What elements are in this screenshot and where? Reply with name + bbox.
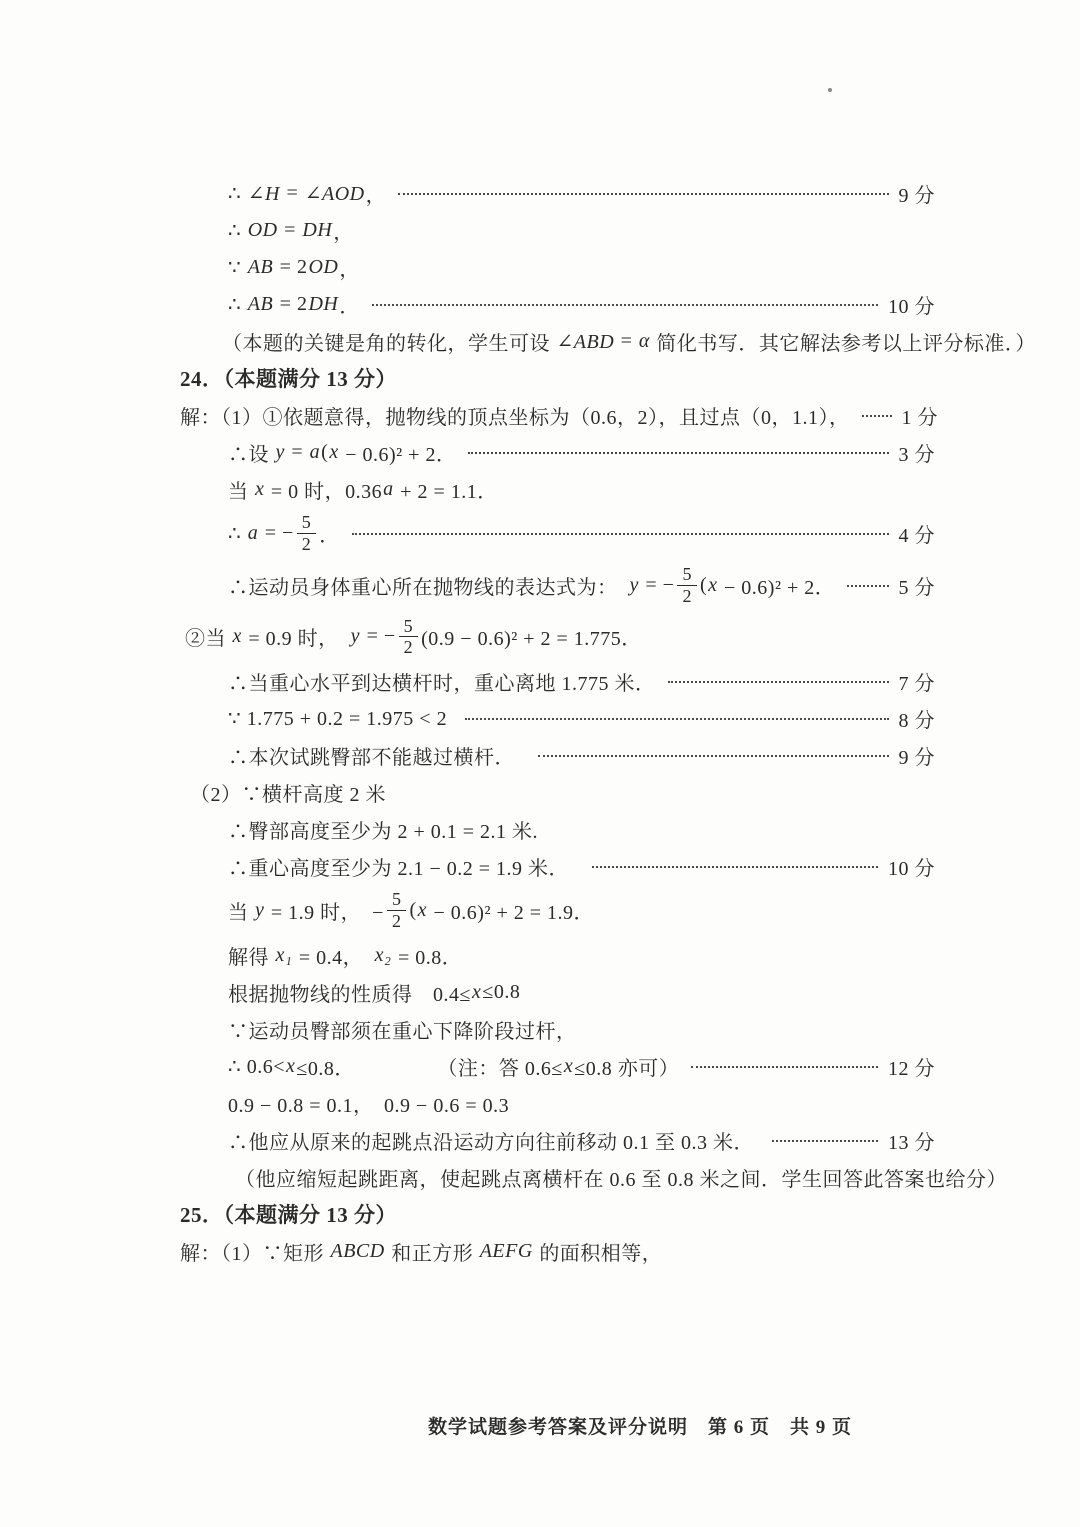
- line-text: 解得 x₁ = 0.4， x₂ = 0.8．: [228, 943, 463, 969]
- dotted-leader: [847, 585, 888, 587]
- line-text: ∴本次试跳臀部不能越过横杆．: [228, 746, 526, 769]
- document-line: [0, 437, 935, 467]
- dotted-leader: [468, 452, 888, 454]
- document-line: [0, 1051, 935, 1081]
- score-label: 10 分: [888, 857, 935, 880]
- line-text: （他应缩短起跳距离，使起跳点离横杆在 0.6 至 0.8 米之间．学生回答此答案也给分）: [235, 1168, 1007, 1191]
- document-line: [0, 1088, 935, 1118]
- line-text: （本题的关键是角的转化，学生可设 ∠ABD = α 简化书写．其它解法参考以上评分标准．）: [222, 329, 1036, 355]
- score-label: 7 分: [898, 672, 935, 695]
- document-line: [0, 888, 935, 933]
- line-text: 当 y = 1.9 时， − $\frac{5}{2}$ ( x − 0.6)² + 2 = 1.9．: [228, 889, 595, 932]
- score-label: 3 分: [898, 443, 935, 466]
- line-text: ∴臀部高度至少为 2 + 0.1 = 2.1 米.: [228, 820, 539, 843]
- document-line: [0, 703, 935, 733]
- dotted-leader: [465, 718, 889, 720]
- line-text: ∴ a = − $\frac{5}{2}$ ．: [228, 512, 340, 554]
- line-text: ∵ 1.775 + 0.2 = 1.975 < 2: [228, 707, 453, 730]
- scan-speck: [828, 88, 832, 92]
- line-text: ∴运动员身体重心所在抛物线的表达式为： y = − $\frac{5}{2}$ ( x − 0.6)² + 2．: [228, 563, 836, 606]
- document-line: [0, 326, 1036, 356]
- document-line: [0, 977, 935, 1007]
- document-line: [0, 740, 935, 770]
- document-line: [0, 1014, 935, 1044]
- score-label: 12 分: [888, 1057, 935, 1080]
- document-line: [0, 851, 935, 881]
- document-line: [0, 178, 935, 208]
- document-line: [0, 615, 935, 660]
- line-text: ②当 x = 0.9 时， y = − $\frac{5}{2}$ (0.9 − 0.6)² + 2 = 1.775．: [185, 615, 642, 658]
- document-line: [0, 474, 935, 504]
- score-label: 9 分: [898, 746, 935, 769]
- line-text: ∵ AB = 2 OD ，: [228, 255, 360, 281]
- line-text: ∵运动员臀部须在重心下降阶段过杆，: [228, 1020, 577, 1043]
- document-line: [0, 400, 938, 430]
- dotted-leader: [352, 533, 889, 535]
- document-line: [0, 777, 935, 807]
- line-text: 根据抛物线的性质得 0.4≤ x ≤0.8: [228, 980, 521, 1006]
- document-line: [0, 666, 935, 696]
- dotted-leader: [592, 866, 878, 868]
- line-text: 解：（1）①依题意得，抛物线的顶点坐标为（0.6，2），且过点（0，1.1），: [180, 406, 850, 429]
- dotted-leader: [372, 304, 878, 306]
- fraction: $\frac{5}{2}$: [677, 565, 697, 606]
- line-text: 25．（本题满分 13 分）: [180, 1203, 397, 1228]
- score-label: 13 分: [888, 1131, 935, 1154]
- dotted-leader: [538, 755, 889, 757]
- document-line: [0, 563, 935, 608]
- score-label: 1 分: [901, 406, 938, 429]
- dotted-leader: [668, 681, 889, 683]
- document-line: [0, 215, 935, 245]
- fraction: $\frac{5}{2}$: [387, 890, 407, 931]
- line-text: ∴他应从原来的起跳点沿运动方向往前移动 0.1 至 0.3 米．: [228, 1131, 760, 1154]
- score-label: 9 分: [898, 184, 935, 207]
- document-line: [0, 252, 935, 282]
- document-line: [0, 814, 935, 844]
- document-line: [0, 1125, 935, 1155]
- document-line: [0, 363, 935, 393]
- line-text: ∴重心高度至少为 2.1 − 0.2 = 1.9 米．: [228, 857, 581, 880]
- dotted-leader: [398, 193, 888, 195]
- line-text: 解：（1）∵矩形 ABCD 和正方形 AEFG 的面积相等，: [180, 1239, 663, 1265]
- score-label: 5 分: [898, 576, 935, 599]
- document-line: [0, 940, 935, 970]
- line-text: ∴ OD = DH ，: [228, 218, 354, 244]
- score-label: 4 分: [898, 524, 935, 547]
- line-text: 0.9 − 0.8 = 0.1， 0.9 − 0.6 = 0.3: [228, 1094, 510, 1117]
- document-line: [0, 511, 935, 556]
- line-text: ∴ ∠H = ∠AOD ，: [228, 181, 387, 207]
- document-line: [0, 1236, 935, 1266]
- line-text: ∴设 y = a ( x − 0.6)² + 2．: [228, 440, 457, 466]
- document-line: [0, 289, 935, 319]
- line-text: ∴当重心水平到达横杆时，重心离地 1.775 米．: [228, 672, 656, 695]
- line-text: （2）∵横杆高度 2 米: [190, 783, 386, 806]
- score-label: 10 分: [888, 295, 935, 318]
- page-footer: 数学试题参考答案及评分说明 第 6 页 共 9 页: [427, 1417, 852, 1438]
- dotted-leader: [691, 1066, 878, 1068]
- line-text: 当 x = 0 时，0.36 a + 2 = 1.1．: [228, 477, 498, 503]
- line-text: 24．（本题满分 13 分）: [180, 367, 397, 391]
- dotted-leader: [862, 415, 892, 417]
- document-line: [0, 1162, 1007, 1192]
- document-line: [0, 1199, 935, 1229]
- score-label: 8 分: [898, 709, 935, 732]
- line-text: ∴ AB = 2 DH ．: [228, 292, 360, 318]
- line-text: ∴ 0.6< x ≤0.8． （注：答 0.6≤ x ≤0.8 亦可）: [228, 1054, 680, 1080]
- dotted-leader: [772, 1140, 879, 1142]
- fraction: $\frac{5}{2}$: [297, 513, 317, 554]
- fraction: $\frac{5}{2}$: [399, 617, 419, 658]
